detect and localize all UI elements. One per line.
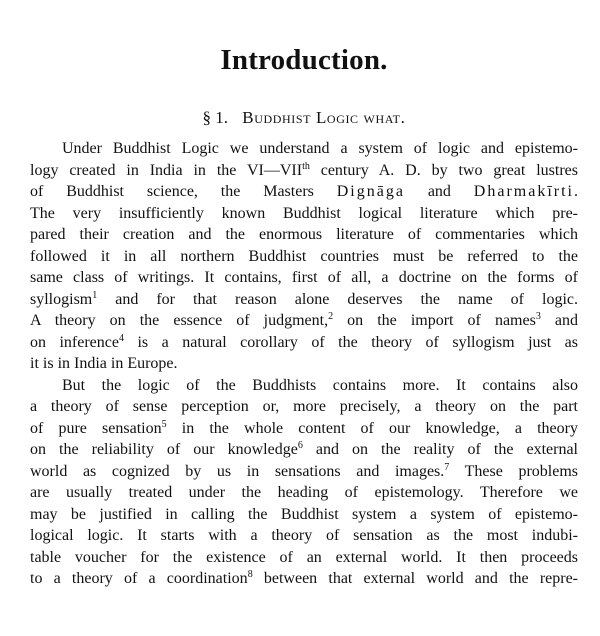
text-line: same class of writings. It contains, first of all, a doctrine on the forms of bbox=[30, 269, 578, 286]
superscript: th bbox=[302, 160, 310, 172]
text-line: to a theory of a coordination$^8$ between that external world and the repre- bbox=[30, 569, 579, 587]
text-line: Under Buddhist Logic we understand a system of logic and epistemo- bbox=[62, 140, 578, 157]
text-line: logy created in India in the VI—VIIth century A. D. by two great lustres bbox=[30, 160, 578, 179]
section-number: § 1. bbox=[202, 108, 229, 127]
text-line: But the logic of the Buddhists contains more. It contains also bbox=[62, 376, 578, 394]
text-line: are usually treated under the heading of epistemology. Therefore we bbox=[30, 484, 578, 501]
text-line: logical logic. It starts with a theory of sensation as the most indubi- bbox=[30, 527, 578, 544]
section-title: Buddhist Logic what. bbox=[242, 108, 406, 127]
footnote-ref: 1 bbox=[92, 289, 98, 301]
footnote-ref: 7 bbox=[444, 461, 450, 473]
text-line: followed it in all northern Buddhist countries must be referred to the bbox=[30, 247, 578, 265]
text-line: on the reliability of our knowledge$^6$ and on the reality of the external bbox=[30, 440, 578, 458]
text-line: on inference$^4$ is a natural corollary of the theory of syllogism just as bbox=[30, 332, 579, 351]
text-line: world as cognized by us in sensations and images.$^7$ These problems bbox=[30, 461, 578, 480]
text-line: table voucher for the existence of an external world. It then proceeds bbox=[30, 548, 578, 566]
text-line: A theory on the essence of judgment,$^2$ on the import of names$^3$ and bbox=[30, 311, 578, 329]
text-line: a theory of sense perception or, more precisely, a theory on the part bbox=[30, 398, 578, 415]
name-dharmakirti: Dharmakīrti bbox=[473, 183, 574, 200]
section-heading bbox=[30, 106, 578, 130]
footnote-ref: 8 bbox=[247, 569, 253, 580]
text-line: pared their creation and the enormous literature of commentaries which bbox=[30, 226, 578, 243]
text-line: of Buddhist science, the Masters Dignāga and Dharmakīrti. bbox=[30, 183, 578, 200]
name-dignaga: Dignāga bbox=[336, 183, 405, 200]
footnote-ref: 6 bbox=[297, 440, 303, 451]
text-line: of pure sensation$^5$ in the whole content of our knowledge, a theory bbox=[30, 418, 578, 437]
footnote-ref: 4 bbox=[119, 332, 124, 344]
page-title: Introduction. bbox=[220, 44, 388, 76]
footnote-ref: 2 bbox=[328, 311, 334, 322]
paragraph-2 bbox=[30, 375, 578, 590]
paragraph-1 bbox=[30, 138, 578, 375]
text-line: The very insufficiently known Buddhist logical literature which pre- bbox=[30, 204, 578, 222]
footnote-ref: 3 bbox=[535, 311, 541, 322]
text-line: syllogism$^1$ and for that reason alone deserves the name of logic. bbox=[30, 289, 578, 308]
text-line: it is in India in Europe. bbox=[30, 355, 178, 372]
text-line: may be justified in calling the Buddhist system a system of epistemo- bbox=[30, 505, 578, 523]
footnote-ref: 5 bbox=[161, 418, 167, 430]
